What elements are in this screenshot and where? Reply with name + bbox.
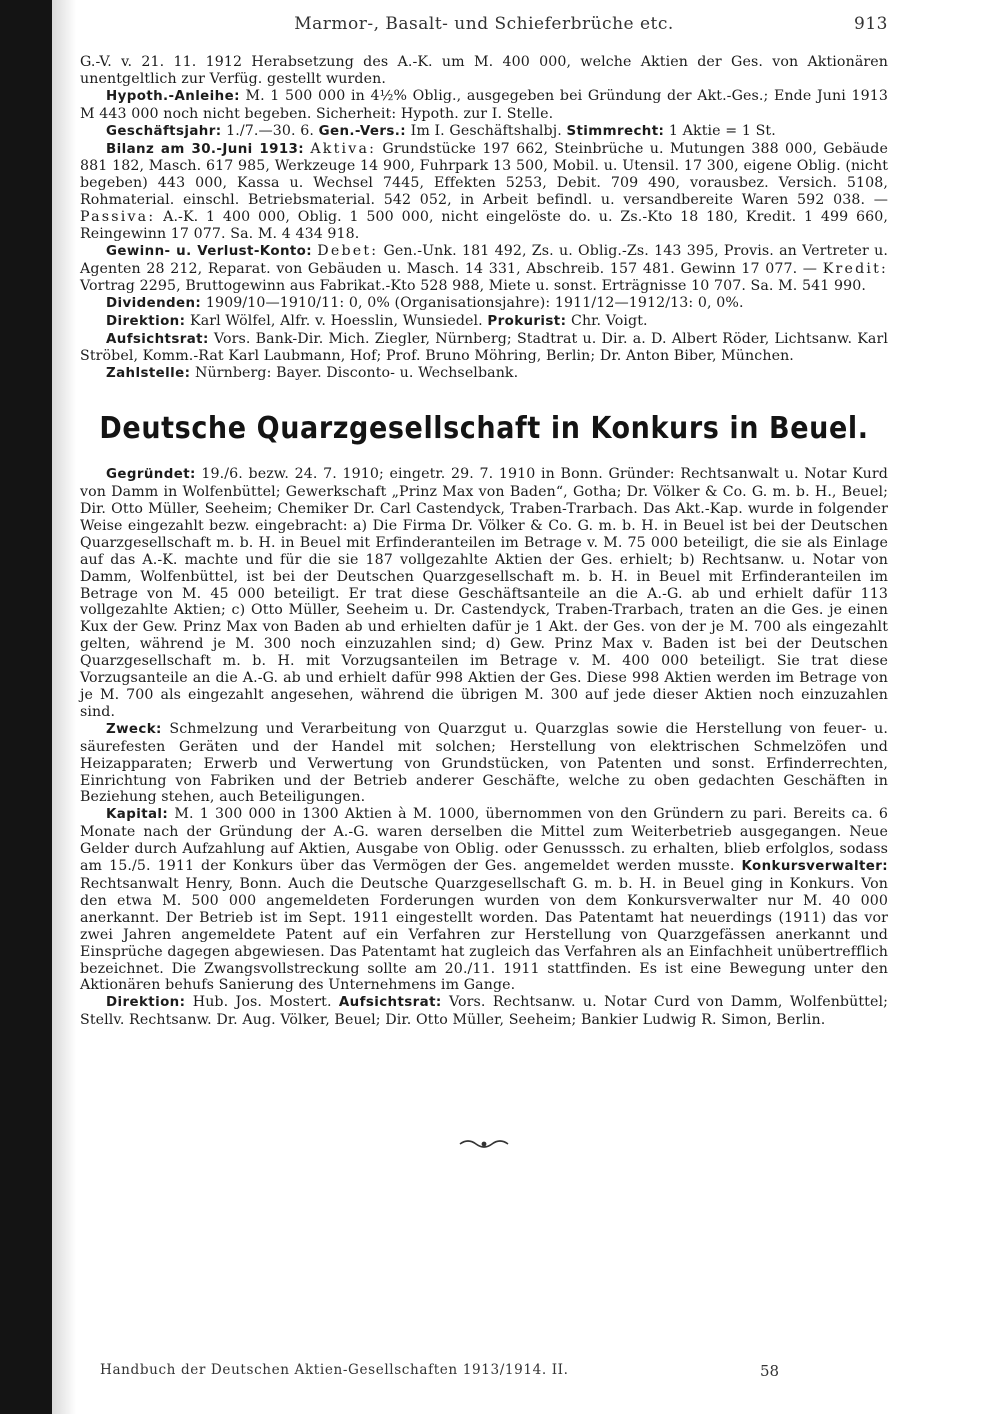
purpose-paragraph: Zweck: Schmelzung und Verarbeitung von Quarzgut u. Quarzglas sowie die Herstellung von feuer- u. säurefesten Geräten und der Handel mit solchen; Herstellung von elektrischen Schmelzöfen und Heizapparaten; Erwerb und Verwertung von Grundstücken, von Patenten und sonst. Erfinderrechten, Einrichtung von Fabriken und der Betrieb anderer Geschäfte, welche zu oben gedachten Geschäften in Beziehung stehen, auch Beteiligungen. [80,720,888,806]
label-genvers: Gen.-Vers.: [318,123,406,139]
page-footer [100,1362,788,1378]
footer-signature: 58 [760,1362,780,1380]
running-title: Marmor-, Basalt- und Schieferbrüche etc. [294,14,674,34]
capital-paragraph: Kapital: M. 1 300 000 in 1300 Aktien à M. 1000, übernommen von den Gründern zu pari. Bereits ca. 6 Monate nach der Gründung der A.-G. waren derselben die Mittel zum Weiterbetrieb ausgegangen. Neue Gelder durch Aufzahlung auf Aktien, Ausgabe von Oblig. oder Genusssch. zu erhalten, blieb erfolglos, sodass am 15./5. 1911 der Konkurs über das Vermögen der Ges. angemeldet werden musste. Konkursverwalter: Rechtsanwalt Henry, Bonn. Auch die Deutsche Quarzgesellschaft G. m. b. H. in Beuel ging in Konkurs. Von den etwa M. 500 000 angemeldeten Forderungen wurden von dem Konkursverwalter nur M. 40 000 anerkannt. Der Betrieb ist im Sept. 1911 eingestellt worden. Das Patentamt hat neuerdings (1911) das vor zwei Jahren angemeldete Patent auf ein Verfahren zur Herstellung von Quarzgefässen anerkannt und Einsprüche dagegen abgewiesen. Das Patentamt hat zugleich das Verfahren als an Einfachheit unübertrefflich bezeichnet. Die Zwangsvollstreckung sollte am 20./11. 1911 stattfinden. Es ist eine Bewegung unter den Aktionären behufs Sanierung des Unternehmens im Gange. [80,806,888,994]
profit-loss-paragraph: Gewinn- u. Verlust-Konto: Debet: Gen.-Unk. 181 492, Zs. u. Oblig.-Zs. 143 395, Provis. an Vertreter u. Agenten 28 212, Reparat. von Gebäuden u. Masch. 14 331, Abschreib. 157 481. Gewinn 17 077. — Kredit: Vortrag 2295, Bruttogewinn aus Fabrikat.-Kto 528 988, Miete u. sonst. Erträgnisse 10 707. Sa. M. 541 990. [80,242,888,294]
label-guv: Gewinn- u. Verlust-Konto: [106,243,313,259]
board-paragraph: Direktion: Hub. Jos. Mostert. Aufsichtsrat: Vors. Rechtsanw. u. Notar Curd von Damm, Wolfenbüttel; Stellv. Rechtsanw. Dr. Aug. Völker, Beuel; Dir. Otto Müller, Seeheim; Bankier Ludwig R. Simon, Berlin. [80,994,888,1029]
binding-shadow [0,0,52,1414]
label-dividenden: Dividenden: [106,295,202,311]
paying-agent-paragraph: Zahlstelle: Nürnberg: Bayer. Disconto- u. Wechselbank. [106,365,519,382]
label-geschaeftsjahr: Geschäftsjahr: [106,123,222,139]
capital-reduction-paragraph: G.-V. v. 21. 11. 1912 Herabsetzung des A.-K. um M. 400 000, welche Aktien der Ges. von Aktionären unentgeltlich zur Verfüg. gestellt wurden. [80,54,888,87]
ornament-divider [80,1133,888,1152]
flourish-icon [458,1137,510,1151]
page-number: 913 [854,14,888,34]
previous-company-entry [80,54,888,383]
management-paragraph: Direktion: Karl Wölfel, Alfr. v. Hoesslin, Wunsiedel. Prokurist: Chr. Voigt. [106,312,648,329]
company-entry [80,466,888,1029]
founding-paragraph: Gegründet: 19./6. bezw. 24. 7. 1910; eingetr. 29. 7. 1910 in Bonn. Gründer: Rechtsanwalt u. Notar Kurd von Damm in Wolfenbüttel; Gewerkschaft „Prinz Max von Baden“, Gotha; Dr. Völker & Co. G. m. b. H., Beuel; Dir. Otto Müller, Seeheim; Chemiker Dr. Carl Castendyck, Traben-Trarbach. Das Akt.-Kap. wurde in folgender Weise eingezahlt bezw. eingebracht: a) Die Firma Dr. Völker & Co. G. m. b. H. in Beuel ist bei der Deutschen Quarzgesellschaft m. b. H. in Beuel mit Erfinderanteilen im Betrage v. M. 75 000 beteiligt, die sie als Einlage auf das A.-K. machte und für die sie 187 vollgezahlte Aktien der Ges. erhielt; b) Rechtsanw. u. Notar von Damm, Wolfenbüttel, ist bei der Deutschen Quarzgesellschaft m. b. H. in Beuel mit Erfinderanteilen im Betrage von M. 45 000 beteiligt. Er trat diese Geschäftsanteile an die A.-G. ab und erhielt dafür 113 vollgezahlte Aktien; c) Otto Müller, Seeheim u. Dr. Castendyck, Traben-Trarbach, traten an die Ges. je einen Kux der Gew. Prinz Max von Baden ab und erhielten dafür je 1 Akt. der Ges. von der je M. 700 als eingezahlt gelten, während je M. 300 noch einzuzahlen sind; d) Gew. Prinz Max v. Baden ist bei der Deutschen Quarzgesellschaft m. b. H. mit Vorzugsanteilen im Betrage v. M. 400 000 beteiligt. Sie trat diese Vorzugsanteile an die A.-G. ab und erhielt dafür 998 Aktien der Ges. Diese 998 Aktien werden im Betrage von je M. 700 als eingezahlt angesehen, während die übrigen M. 300 auf jede dieser Aktien noch einzuzahlen sind. [80,466,888,720]
dividends-paragraph: Dividenden: 1909/10—1910/11: 0, 0% (Organisationsjahre): 1911/12—1912/13: 0, 0%. [106,294,744,311]
label-direktion-2: Direktion: [106,995,186,1011]
label-aufsichtsrat: Aufsichtsrat: [106,331,209,347]
document-page [80,14,888,1404]
business-year-paragraph: Geschäftsjahr: 1./7.—30. 6. Gen.-Vers.: Im I. Geschäftshalbj. Stimmrecht: 1 Aktie = 1 St. [106,122,776,139]
label-konkursverwalter: Konkursverwalter: [741,859,888,875]
label-kapital: Kapital: [106,807,169,823]
footer-source: Handbuch der Deutschen Aktien-Gesellschaften 1913/1914. II. [100,1362,569,1378]
binding-edge [52,0,76,1414]
label-gegruendet: Gegründet: [106,467,196,483]
mortgage-loan-paragraph: Hypoth.-Anleihe: M. 1 500 000 in 4½% Oblig., ausgegeben bei Gründung der Akt.-Ges.; Ende Juni 1913 M 443 000 noch nicht begeben. Sicherheit: Hypoth. zur I. Stelle. [80,87,888,122]
label-direktion: Direktion: [106,313,186,329]
label-zahlstelle: Zahlstelle: [106,366,191,382]
label-debet: Debet: [317,242,379,259]
label-zweck: Zweck: [106,721,162,737]
supervisory-board-paragraph: Aufsichtsrat: Vors. Bank-Dir. Mich. Ziegler, Nürnberg; Stadtrat u. Dir. a. D. Albert Röder, Lichtsanw. Karl Ströbel, Komm.-Rat Karl Laubmann, Hof; Prof. Bruno Möhring, Berlin; Dr. Anton Biber, München. [80,330,888,365]
company-title: Deutsche Quarzgesellschaft in Konkurs in Beuel. [99,411,869,447]
label-aktiva: Aktiva: [310,140,377,157]
label-prokurist: Prokurist: [487,313,567,329]
running-head [80,14,888,40]
label-aufsichtsrat-2: Aufsichtsrat: [338,995,442,1011]
label-passiva: Passiva: [80,209,156,226]
label-bilanz: Bilanz am 30.-Juni 1913: [106,141,305,157]
label-kredit: Kredit: [822,260,888,277]
label-hypoth: Hypoth.-Anleihe: [106,88,240,104]
label-stimmrecht: Stimmrecht: [566,123,665,139]
balance-sheet-paragraph: Bilanz am 30.-Juni 1913: Aktiva: Grundstücke 197 662, Steinbrüche u. Mutungen 388 000, Gebäude 881 182, Masch. 617 985, Werkzeuge 14 900, Fuhrpark 13 500, Mobil. u. Utensil. 17 300, eigene Oblig. (nicht begeben) 443 000, Kassa u. Wechsel 7445, Effekten 5253, Debit. 709 490, vorausbez. Versich. 5108, Rohmaterial. einschl. Betriebsmaterial. 542 052, in Arbeit befindl. u. versandbereite Waren 592 038. — Passiva: A.-K. 1 400 000, Oblig. 1 500 000, nicht eingelöste do. u. Zs.-Kto 18 180, Kredit. 1 499 660, Reingewinn 17 077. Sa. M. 4 434 918. [80,140,888,243]
